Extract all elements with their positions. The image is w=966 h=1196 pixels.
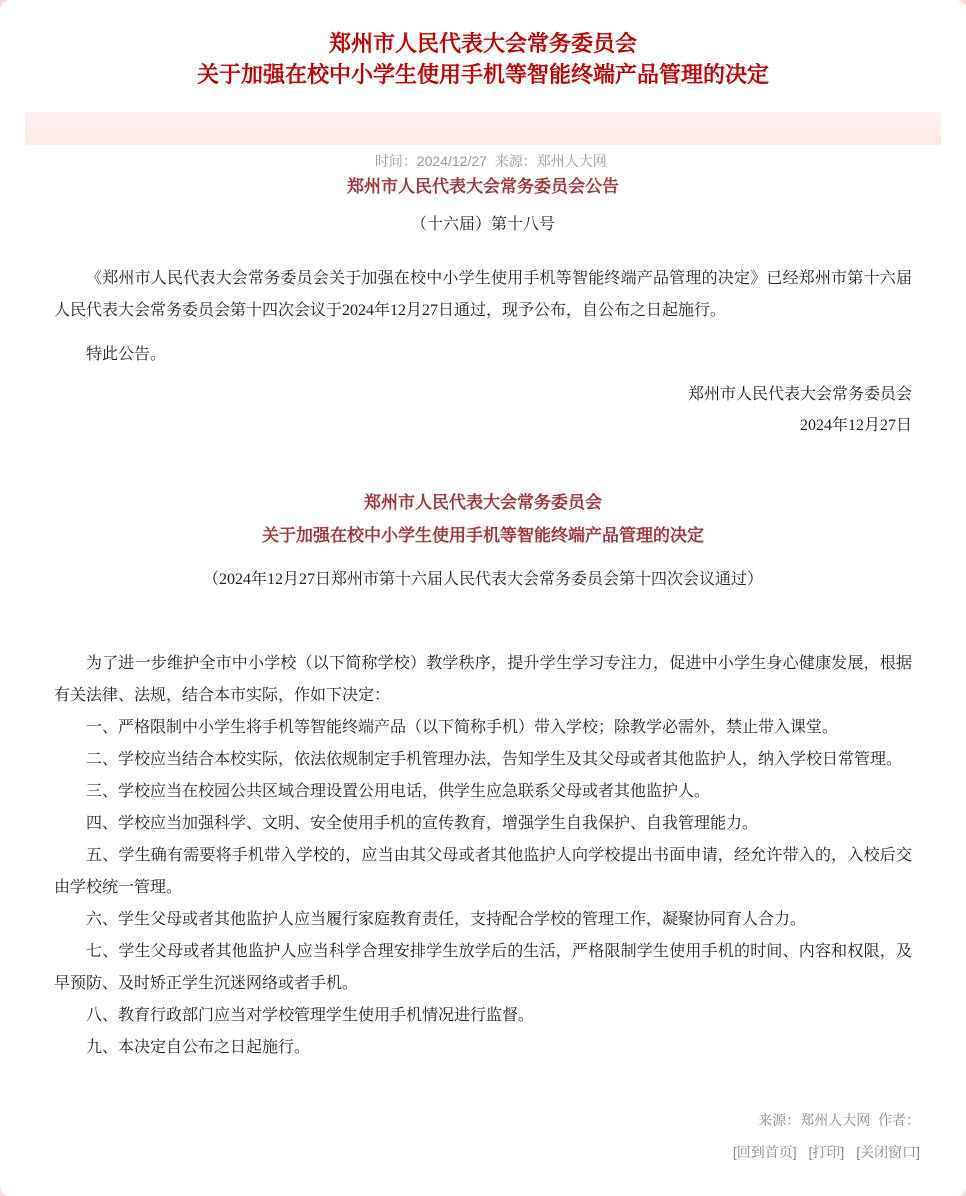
article-body [0,175,966,1064]
page-title-line2: 关于加强在校中小学生使用手机等智能终端产品管理的决定 [196,62,769,87]
article-footer [0,1104,966,1196]
page-title [0,28,966,90]
decision-adoption-note: （2024年12月27日郑州市第十六届人民代表大会常务委员会第十四次会议通过） [202,571,763,588]
print-link[interactable]: [打印] [808,1144,845,1160]
signature-date: 2024年12月27日 [799,417,912,434]
footer-source-author: 来源：郑州人大网 作者： [758,1112,920,1128]
decision-intro: 为了进一步维护全市中小学校（以下简称学校）教学秩序，提升学生学习专注力，促进中小学生身心健康发展，根据有关法律、法规，结合本市实际，作如下决定： [54,655,912,704]
decision-item-7: 七、学生父母或者其他监护人应当科学合理安排学生放学后的生活，严格限制学生使用手机的时间、内容和权限，及早预防、及时矫正学生沉迷网络或者手机。 [54,943,912,992]
page-title-line1: 郑州市人民代表大会常务委员会 [328,31,637,56]
back-to-home-link[interactable]: [回到首页] [732,1144,797,1160]
decision-item-2: 二、学校应当结合本校实际，依法依规制定手机管理办法，告知学生及其父母或者其他监护人，纳入学校日常管理。 [86,751,903,768]
footer-actions [54,1136,920,1168]
decision-item-1: 一、严格限制中小学生将手机等智能终端产品（以下简称手机）带入学校；除教学必需外，禁止带入课堂。 [86,719,839,736]
announcement-paragraph: 《郑州市人民代表大会常务委员会关于加强在校中小学生使用手机等智能终端产品管理的决定》已经郑州市第十六届人民代表大会常务委员会第十四次会议于2024年12月27日通过，现予公布，自公布之日起施行。 [54,270,912,319]
decision-item-5: 五、学生确有需要将手机带入学校的，应当由其父母或者其他监护人向学校提出书面申请，经允许带入的，入校后交由学校统一管理。 [54,847,912,896]
decision-item-8: 八、教育行政部门应当对学校管理学生使用手机情况进行监督。 [86,1007,535,1024]
signature-org: 郑州市人民代表大会常务委员会 [687,386,912,403]
announcement-doc-number: （十六届）第十八号 [410,216,555,233]
decision-heading-line1: 郑州市人民代表大会常务委员会 [364,493,602,512]
meta-bar [25,112,941,169]
announcement-closing: 特此公告。 [86,346,167,363]
close-window-link[interactable]: [关闭窗口] [856,1144,920,1160]
meta-time-source: 时间：2024/12/27 来源：郑州人大网 [374,153,607,169]
announcement-signature-block [54,379,912,441]
decision-item-6: 六、学生父母或者其他监护人应当履行家庭教育责任，支持配合学校的管理工作，凝聚协同育人合力。 [86,911,807,928]
announcement-heading: 郑州市人民代表大会常务委员会公告 [347,177,619,196]
decision-heading-line2: 关于加强在校中小学生使用手机等智能终端产品管理的决定 [262,526,704,545]
decision-item-4: 四、学校应当加强科学、文明、安全使用手机的宣传教育，增强学生自我保护、自我管理能力。 [86,815,759,832]
decision-item-9: 九、本决定自公布之日起施行。 [86,1039,311,1056]
decision-item-3: 三、学校应当在校园公共区域合理设置公用电话，供学生应急联系父母或者其他监护人。 [86,783,711,800]
